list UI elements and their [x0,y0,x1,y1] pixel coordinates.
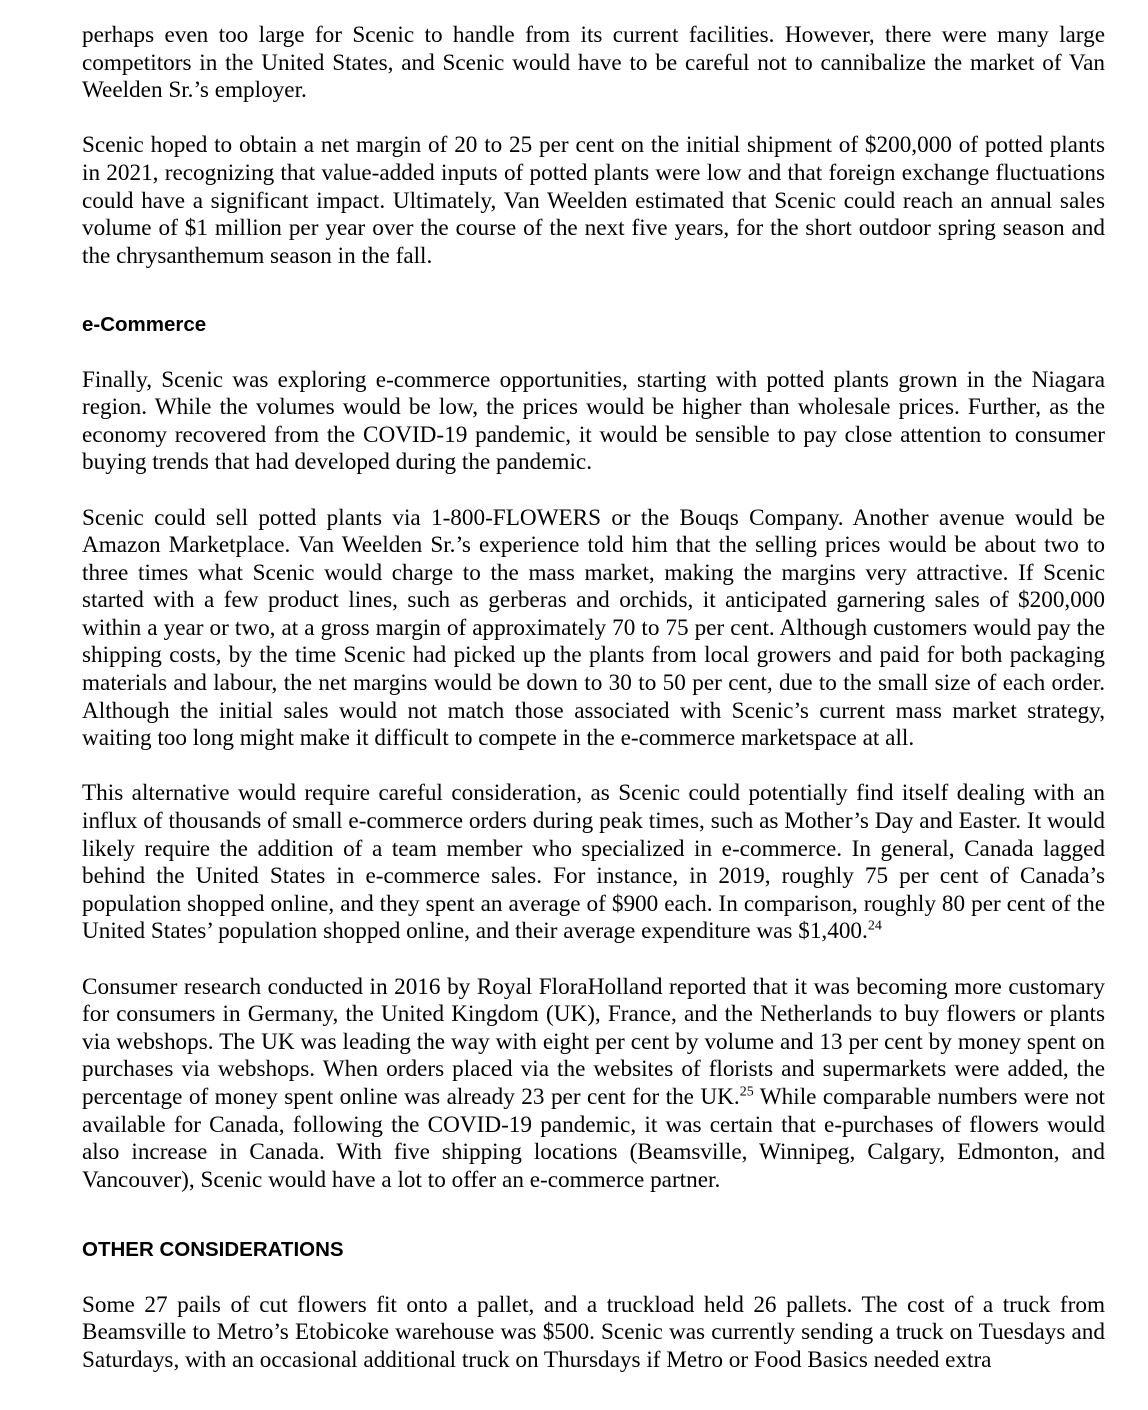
paragraph-ecommerce-intro: Finally, Scenic was exploring e-commerce opportunities, starting with potted plants grown in the Niagara region. While the volumes would be low, the prices would be higher than wholesale prices. Further, as the economy recovered from the COVID-19 pandemic, it would be sensible to pay close attention to consumer buying trends that had developed during the pandemic. [82,366,1105,476]
document-page [82,22,1105,1402]
paragraph-consumer-research [82,974,1105,1195]
footnote-marker: 25 [739,1084,754,1100]
paragraph-trucking: Some 27 pails of cut flowers fit onto a pallet, and a truckload held 26 pallets. The cost of a truck from Beamsville to Metro’s Etobicoke warehouse was $500. Scenic was currently sending a truck on Tuesdays and Saturdays, with an occasional additional truck on Thursdays if Metro or Food Basics needed extra [82,1291,1105,1373]
paragraph-net-margin: Scenic hoped to obtain a net margin of 20 to 25 per cent on the initial shipment of $200,000 of potted plants in 2021, recognizing that value-added inputs of potted plants were low and that foreign exchange fluctuations could have a significant impact. Ultimately, Van Weelden estimated that Scenic could reach an annual sales volume of $1 million per year over the course of the next five years, for the short outdoor spring season and the chrysanthemum season in the fall. [82,132,1105,269]
paragraph-text: This alternative would require careful consideration, as Scenic could potentially find itself dealing with an influx of thousands of small e-commerce orders during peak times, such as Mother’s Day and Easter. It would likely require the addition of a team member who specialized in e-commerce. In general, Canada lagged behind the United States in e-commerce sales. For instance, in 2019, roughly 75 per cent of Canada’s population shopped online, and they spent an average of $900 each. In comparison, roughly 80 per cent of the United States’ population shopped online, and their average expenditure was $1,400. [82,780,1105,945]
footnote-marker: 24 [867,918,882,934]
paragraph-ecommerce-channels: Scenic could sell potted plants via 1-800-FLOWERS or the Bouqs Company. Another avenue would be Amazon Marketplace. Van Weelden Sr.’s experience told him that the selling prices would be about two to three times what Scenic would charge to the mass market, making the margins very attractive. If Scenic started with a few product lines, such as gerberas and orchids, it anticipated garnering sales of $200,000 within a year or two, at a gross margin of approximately 70 to 75 per cent. Although customers would pay the shipping costs, by the time Scenic had picked up the plants from local growers and paid for both packaging materials and labour, the net margins would be down to 30 to 50 per cent, due to the small size of each order. Although the initial sales would not match those associated with Scenic’s current mass market strategy, waiting too long might make it difficult to compete in the e-commerce marketspace at all. [82,504,1105,752]
paragraph-text: While comparable numbers were not available for Canada, following the COVID-19 pandemic, it was certain that e-purchases of flowers would also increase in Canada. With five shipping locations (Beamsville, Winnipeg, Calgary, Edmonton, and Vancouver), Scenic would have a lot to offer an e-commerce partner. [82,1083,1106,1193]
paragraph-competitors: perhaps even too large for Scenic to handle from its current facilities. However, there were many large competitors in the United States, and Scenic would have to be careful not to cannibalize the market of Van Weelden Sr.’s employer. [82,22,1105,104]
section-heading-other-considerations: OTHER CONSIDERATIONS [82,1238,344,1262]
paragraph-ecommerce-consideration [82,780,1105,946]
paragraph-text: Consumer research conducted in 2016 by Royal FloraHolland reported that it was becoming more customary for consumers in Germany, the United Kingdom (UK), France, and the Netherlands to buy flowers or plants via webshops. The UK was leading the way with eight per cent by volume and 13 per cent by money spent on purchases via webshops. When orders placed via the websites of florists and supermarkets were added, the percentage of money spent online was already 23 per cent for the UK. [82,973,1105,1110]
section-heading-ecommerce: e-Commerce [82,313,207,337]
